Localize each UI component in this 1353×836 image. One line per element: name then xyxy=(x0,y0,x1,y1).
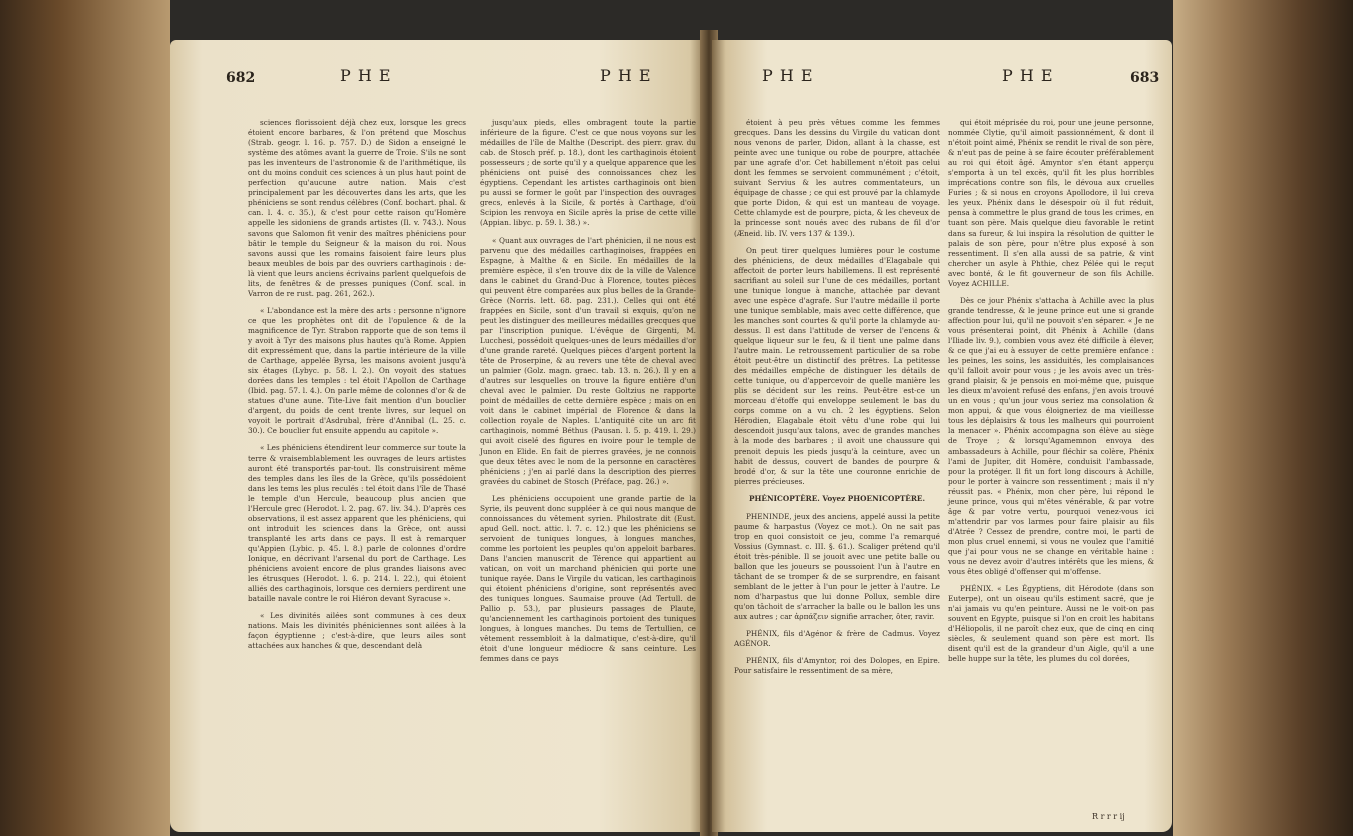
paragraph: qui étoit méprisée du roi, pour une jeune personne, nommée Clytie, qu'il aimoit passionnément, & dont il n'étoit point aimé, Phénix se rendit le rival de son père, & n'eut pas de peine à se faire écouter préférablement au roi qui étoit âgé. Amyntor s'en étant apperçu s'emporta à un tel excès, qu'il fit les plus horribles imprécations contre son fils, le dévoua aux cruelles Furies ; & si nous en croyons Apollodore, il lui creva les yeux. Phénix dans le désespoir où il fut réduit, pensa à commettre le plus grand de tous les crimes, en tuant son père. Mais quelque dieu favorable le retint dans sa fureur, & lui inspira la résolution de quitter le palais de son père, pour n'être plus exposé à son ressentiment. Il s'en alla aussi de sa patrie, & vint chercher un asyle à Phthie, chez Pélée qui le reçut avec bonté, & le fit gouverneur de son fils Achille. Voyez ACHILLE. xyxy=(948,118,1154,288)
paragraph: PHÉNIX, fils d'Agénor & frère de Cadmus. Voyez AGÉNOR. xyxy=(734,629,940,649)
paragraph: PHENINDE, jeux des anciens, appelé aussi la petite paume & harpastus (Voyez ce mot.). On ne sait pas trop en quoi consistoit ce jeu, comme l'a remarqué Vossius (Gymnast. c. III. §. 61.). Scaliger prétend qu'il étoit très-pénible. Il se jouoit avec une petite balle ou ballon que les joueurs se poussoient l'un à l'autre en tâchant de se tromper & de se surprendre, en faisant semblant de le jetter à l'un pour le jetter à l'autre. Le nom d'harpastus que lui donne Pollux, semble dire qu'on tâchoit de s'arracher la balle ou le ballon les uns aux autres ; car ἁρπάζειν signifie arracher, ôter, ravir. xyxy=(734,511,940,622)
left-page xyxy=(170,40,706,832)
right-running-head-1: P H E xyxy=(762,66,814,85)
left-column-2 xyxy=(480,118,696,671)
paragraph: jusqu'aux pieds, elles ombragent toute la partie inférieure de la figure. C'est ce que nous voyons sur les médailles de l'île de Malthe (Descript. des pierr. grav. du cab. de Stosch préf. p. 18.), dont les carthaginois étoient possesseurs ; de sorte qu'il y a quelque apparence que les phéniciens ont puisé des connoissances chez les égyptiens. Cependant les artistes carthaginois ont bien pu aussi se former le goût par l'inspection des ouvrages grecs, enlevés à la Sicile, & portés à Carthage, d'où Scipion les renvoya en Sicile après la prise de cette ville (Appian. libyc. p. 59. l. 38.) ». xyxy=(480,118,696,228)
left-column-1 xyxy=(248,118,466,658)
page-signature: R r r r ij xyxy=(1092,812,1125,821)
paragraph: Les phéniciens occupoient une grande partie de la Syrie, ils peuvent donc suppléer à ce qui nous manque de connoissances du vêtement syrien. Philostrate dit (Eust. apud Gell. noct. attic. l. 7. c. 12.) que les phéniciens se servoient de tuniques longues, à longues manches, comme les portoient les peuples qu'on appeloit barbares. Dans l'ancien manuscrit de Térence qui appartient au vatican, on voit un marchand phénicien qui porte une tunique rayée. Dans le Virgile du vatican, les carthaginois qui étoient phéniciens d'origine, sont représentés avec des tuniques longues. Saumaise prouve (Ad Tertull. de Pallio p. 53.), par plusieurs passages de Plaute, qu'anciennement les carthaginois portoient des tuniques longues, à longues manches. Du tems de Tertullien, ce vêtement ressembloit à la dalmatique, c'est-à-dire, qu'il étoit d'une longueur médiocre & sans ceinture. Les femmes dans ce pays xyxy=(480,493,696,664)
paragraph: « Les divinités ailées sont communes à ces deux nations. Mais les divinités phéniciennes sont ailées à la façon égyptienne ; c'est-à-dire, que leurs ailes sont attachées aux hanches & que, descendant delà xyxy=(248,611,466,651)
right-running-head-2: P H E xyxy=(1002,66,1054,85)
right-column-1 xyxy=(734,118,940,683)
right-column-2 xyxy=(948,118,1154,671)
paragraph: PHÉNIX, fils d'Amyntor, roi des Dolopes, en Epire. Pour satisfaire le ressentiment de sa mère, xyxy=(734,656,940,676)
left-running-head-2: P H E xyxy=(600,66,652,85)
paragraph: « Quant aux ouvrages de l'art phénicien, il ne nous est parvenu que des médailles carthaginoises, frappées en Espagne, à Malthe & en Sicile. En médailles de la première espèce, il s'en trouve dix de la ville de Valence dans le cabinet du Grand-Duc à Florence, toutes pièces qui peuvent être comparées aux plus belles de la Grande-Grèce (Norris. lett. 68. pag. 231.). Celles qui ont été frappées en Sicile, sont d'un travail si exquis, qu'on ne peut les distinguer des meilleures médailles grecques que par l'inscription punique. L'évêque de Girgenti, M. Lucchesi, possédoit quelques-unes de leurs médailles d'or d'une grande rareté. Quelques pièces d'argent portent la tête de Proserpine, & au revers une tête de cheval avec un palmier (Golz. magn. graec. tab. 13. n. 26.). Il y en a d'autres sur lesquelles on trouve la figure entière d'un cheval avec le palmier. Du reste Goltzius ne rapporte point de médailles de cette dernière espèce ; mais on en voit dans le cabinet impérial de Florence & dans la collection royale de Naples. L'antiquité cite un arc fit carthaginois, nommé Béthus (Pausan. l. 5. p. 419. l. 29.) qui avoit ciselé des figures en ivoire pour le temple de Junon en Elide. En fait de pierres gravées, je ne connois que deux têtes avec le nom de la personne en caractères phéniciens ; j'en ai parlé dans la description des pierres gravées du cabinet de Stosch (Préface, pag. 26.) ». xyxy=(480,235,696,486)
paragraph: étoient à peu près vêtues comme les femmes grecques. Dans les dessins du Virgile du vatican dont nous venons de parler, Didon, allant à la chasse, est peinte avec une tunique ou robe de pourpre, attachée par une agrafe d'or. Cet habillement n'étoit pas celui dont les femmes se servoient communément ; c'étoit, suivant Servius & les autres commentateurs, un équipage de chasse ; ce qui est prouvé par la chlamyde que porte Didon, & qui est un manteau de voyage. Cette chlamyde est de pourpre, picta, & les cheveux de la princesse sont noués avec des rubans de fil d'or (Æneid. lib. IV. vers 137 & 139.). xyxy=(734,118,940,238)
book-edge-right xyxy=(1173,0,1353,836)
book-edge-left xyxy=(0,0,170,836)
paragraph: « Les phéniciens étendirent leur commerce sur toute la terre & vraisemblablement les ouvrages de leurs artistes auront été transportés par-tout. Ils construisirent même des temples dans les îles de la Grèce, qu'ils possédoient dans les tems les plus reculés : tel étoit dans l'île de Thasé le temple d'un Hercule, beaucoup plus ancien que l'Hercule grec (Herodot. l. 2. pag. 67. liv. 34.). D'après ces observations, il est assez apparent que les phéniciens, qui ont introduit les sciences dans la Grèce, ont aussi transplanté les arts dans ce pays. Il est à remarquer qu'Appien (Lybic. p. 45. l. 8.) parle de colonnes d'ordre Ionique, en décrivant l'arsenal du port de Carthage. Les phéniciens avoient encore de plus grandes liaisons avec les étrusques (Herodot. l. 6. p. 214. l. 22.), qui étoient alliés des carthaginois, lorsque ces derniers perdirent une bataille navale contre le roi Hiéron devant Syracuse ». xyxy=(248,443,466,604)
right-page xyxy=(712,40,1172,832)
paragraph: On peut tirer quelques lumières pour le costume des phéniciens, de deux médailles d'Elagabale qui affectoit de porter leurs habillemens. Il est représenté sacrifiant au soleil sur l'une de ces médailles, portant une tunique longue à manche, attachée par devant avec une espèce d'agrafe. Sur l'autre médaille il porte une tunique semblable, mais avec cette différence, que les manches sont courtes & qu'il porte la chlamyde au-dessus. Il est dans l'attitude de verser de l'encens & quelque liqueur sur le feu, & il tient une palme dans l'autre main. Le retroussement particulier de sa robe étoit peut-être un distinctif des prêtres. La petitesse des médailles empêche de distinguer les détails de cette tunique, ou d'appercevoir de quelle manière les plis se décident sur les reins. Peut-être est-ce un morceau d'étoffe qui enveloppe seulement le bas du corps comme on a vu ch. 2 les égyptiens. Selon Hérodien, Elagabale étoit vêtu d'une robe qui lui descendoit jusqu'aux talons, avec de grandes manches à la mode des barbares ; il avoit une chaussure qui prenoit depuis les pieds jusqu'à la ceinture, avec un habit de dessus, couvert de bandes de pourpre & brodé d'or, & sur la tête une couronne enrichie de pierres précieuses. xyxy=(734,245,940,486)
right-page-number: 683 xyxy=(1130,70,1160,86)
paragraph: PHÉNIX. « Les Égyptiens, dit Hérodote (dans son Euterpe), ont un oiseau qu'ils estiment sacré, que je n'ai jamais vu qu'en peinture. Aussi ne le voit-on pas souvent en Egypte, puisque si l'on en croit les habitans d'Héliopolis, il ne paroît chez eux, que de cinq en cinq siècles, & seulement quand son père est mort. Ils disent qu'il est de la grandeur d'un Aigle, qu'il a une belle huppe sur la tête, les plumes du col dorées, xyxy=(948,584,1154,664)
left-page-number: 682 xyxy=(226,70,256,86)
paragraph: PHÉNICOPTÈRE. Voyez PHOENICOPTÈRE. xyxy=(749,493,925,503)
left-running-head-1: P H E xyxy=(340,66,392,85)
paragraph: sciences florissoient déjà chez eux, lorsque les grecs étoient encore barbares, & l'on prétend que Moschus (Strab. geogr. l. 16. p. 757. D.) de Sidon a enseigné le système des atômes avant la guerre de Troie. S'ils ne sont pas les inventeurs de l'astronomie & de l'arithmétique, ils ont du moins conduit ces sciences à un plus haut point de perfection qu'aucune autre nation. Mais c'est principalement par les découvertes dans les arts, que les phéniciens se sont rendus célèbres (Conf. bochart. phal. & can. l. 4. c. 35.), & c'est pour cette raison qu'Homère appelle les sidoniens de grands artistes (Il. v. 743.). Nous savons que Salomon fit venir des maîtres phéniciens pour bâtir le temple du Seigneur & la maison du roi. Nous savons aussi que les romains faisoient faire leurs plus beaux meubles de bois par des ouvriers carthaginois : de-là vient que leurs anciens écrivains parlent quelquefois de lits, de fenêtres & de presses puniques (Conf. scal. in Varron de re rust. pag. 261, 262.). xyxy=(248,118,466,298)
paragraph: Dès ce jour Phénix s'attacha à Achille avec la plus grande tendresse, & le jeune prince eut une si grande affection pour lui, qu'il ne pouvoit s'en séparer. « Je ne vous présenterai point, dit Phénix à Achille (dans l'Iliade liv. 9.), combien vous avez été difficile à élever, & ce que j'ai eu à essuyer de cette première enfance : les peines, les soins, les assiduités, les complaisances qu'il falloit avoir pour vous ; je les avois avec un très-grand plaisir, & je pensois en moi-même que, puisque les dieux m'avoient refusé des enfans, j'en avois trouvé un en vous ; qu'un jour vous seriez ma consolation & mon appui, & que vous éloigneriez de ma vieillesse tous les déplaisirs & tous les malheurs qui pourroient la menacer ». Phénix accompagna son élève au siège de Troye ; & lorsqu'Agamemnon envoya des ambassadeurs à Achille, pour fléchir sa colère, Phénix l'ami de Jupiter, dit Homère, conduisit l'ambassade, pour la protéger. Il fit un fort long discours à Achille, pour le porter à vaincre son ressentiment ; mais il n'y réussit pas. « Phénix, mon cher père, lui répond le jeune prince, vous qui m'êtes vénérable, & par votre âge & par votre vertu, pourquoi venez-vous ici m'attendrir par vos larmes pour faire plaisir au fils d'Atrée ? Cessez de prendre, contre moi, le parti de mon plus cruel ennemi, si vous ne voulez que l'amitié que j'ai pour vous ne se change en véritable haine : vous ne devez avoir d'autres intérêts que les miens, & vous êtes obligé d'offenser qui m'offense. xyxy=(948,295,1154,577)
paragraph: « L'abondance est la mère des arts : personne n'ignore ce que les prophètes ont dit de l'opulence & de la magnificence de Tyr. Strabon rapporte que de son tems il y avoit à Tyr des maisons plus hautes qu'à Rome. Appien dit expressément que, dans la partie intérieure de la ville de Carthage, appelée Byrsa, les maisons avoient jusqu'à six étages (Lybyc. p. 58. l. 2.). On voyoit des statues dorées dans les temples : tel étoit l'Apollon de Carthage (Ibid. pag. 57. l. 4.). On parle même de colonnes d'or & de statues d'une aune. Tite-Live fait mention d'un bouclier d'argent, du poids de cent trente livres, sur lequel on voyoit le portrait d'Asdrubal, frère d'Annibal (L. 25. c. 30.). Ce bouclier fut ensuite appendu au capitole ». xyxy=(248,305,466,436)
